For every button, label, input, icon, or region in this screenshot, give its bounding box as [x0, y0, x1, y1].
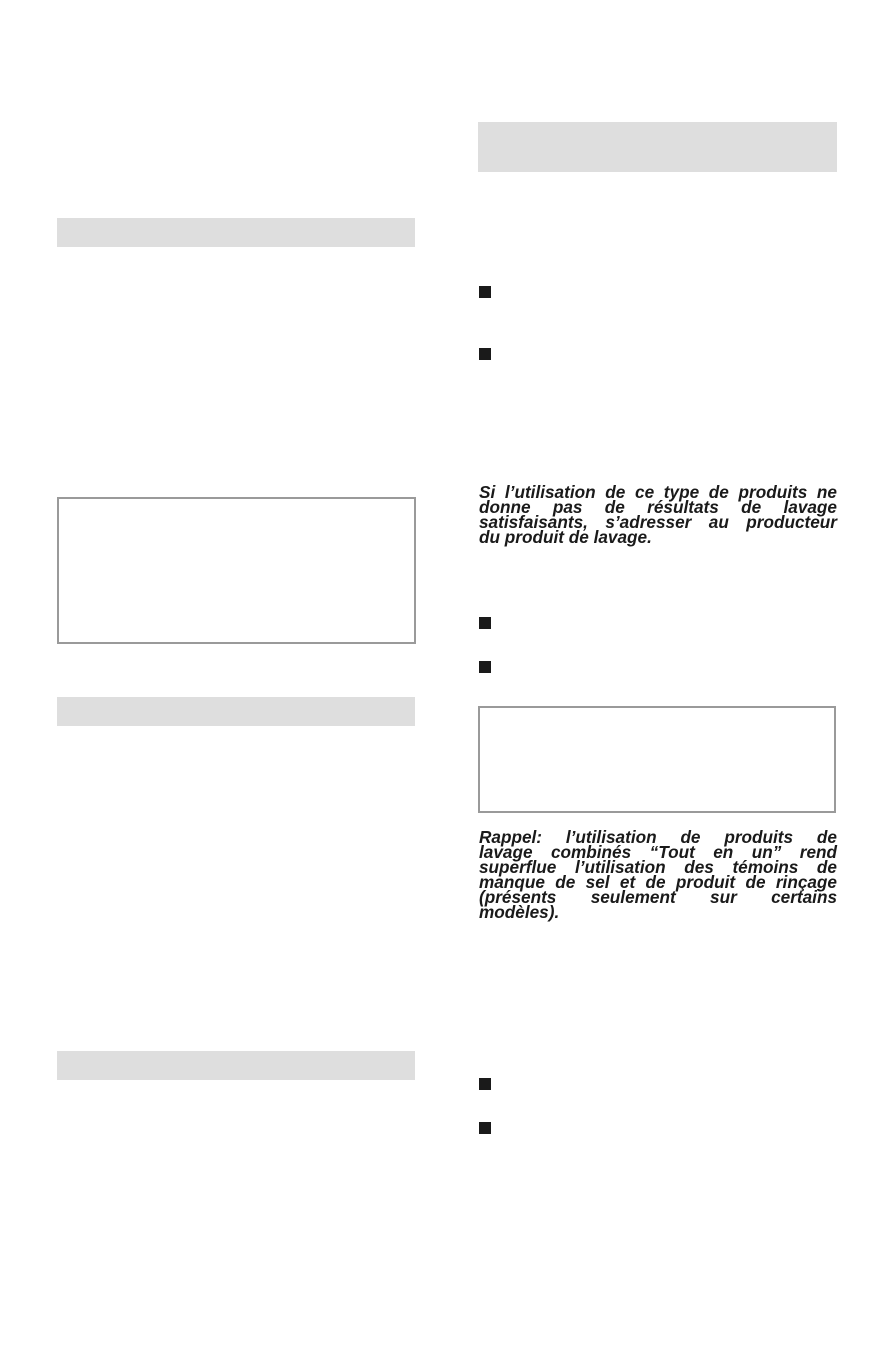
note-2-line: manque de sel et de produit de rinçage [479, 872, 837, 892]
left-notice-box [57, 497, 416, 644]
note-2-word: seulement [590, 887, 676, 907]
left-section-header-1 [57, 218, 415, 247]
bullet-square-icon [479, 286, 491, 298]
left-section-header-3 [57, 1051, 415, 1080]
note-1-line: satisfaisants, s’adresser au producteur [479, 512, 837, 532]
bullet-square-icon [479, 1122, 491, 1134]
note-1-line: Si l’utilisation de ce type de produits ne [479, 482, 837, 502]
note-2-word: (présents [479, 887, 557, 907]
bullet-square-icon [479, 661, 491, 673]
note-1-line: du produit de lavage. [479, 527, 652, 547]
note-2-line: modèles). [479, 902, 560, 922]
right-notice-box [478, 706, 836, 813]
note-text-1 [479, 482, 837, 547]
note-2-line: Rappel: l’utilisation de produits de [479, 827, 837, 847]
note-2-line: lavage combinés “Tout en un” rend [479, 842, 837, 862]
note-text-2 [479, 827, 837, 922]
note-1-line: donne pas de résultats de lavage [479, 497, 837, 517]
bullet-square-icon [479, 1078, 491, 1090]
left-section-header-2 [57, 697, 415, 726]
bullet-square-icon [479, 617, 491, 629]
note-2-word: sur [710, 887, 737, 907]
note-2-line: superflue l’utilisation des témoins de [479, 857, 837, 877]
bullet-square-icon [479, 348, 491, 360]
note-2-word: certains [771, 887, 837, 907]
right-section-header [478, 122, 837, 172]
